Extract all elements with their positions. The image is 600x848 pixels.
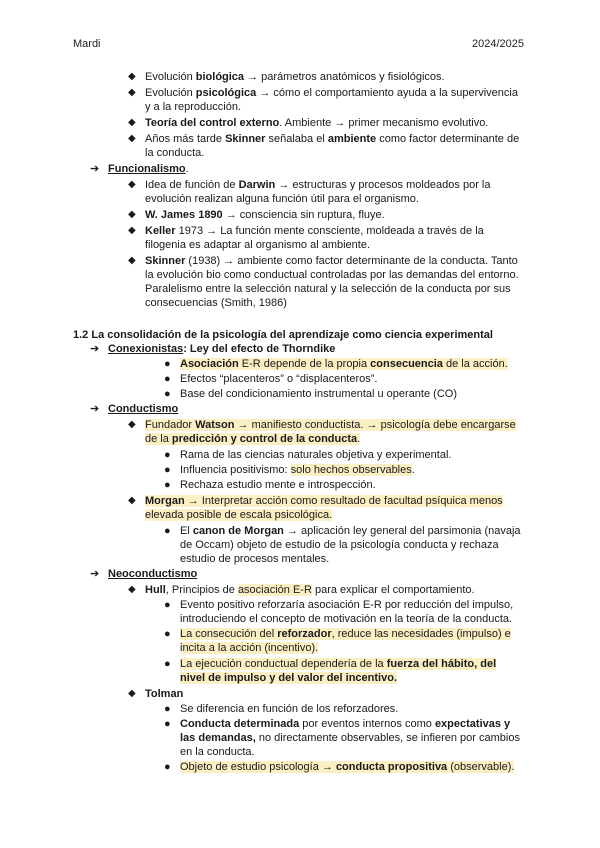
list-item xyxy=(0,254,600,310)
dot-bullet-icon: ● xyxy=(164,479,171,491)
diamond-bullet-icon: ◆ xyxy=(128,419,136,430)
text: → parámetros anatómicos y fisiológicos. xyxy=(244,71,445,83)
text: incita a la acción (incentivo). xyxy=(180,642,319,654)
text: E-R depende de la propia xyxy=(238,358,371,370)
text: introduciendo el concepto de motivación en la teoría de la conducta. xyxy=(180,613,513,625)
text: Conexionistas xyxy=(108,343,184,355)
text: Watson xyxy=(195,419,235,431)
text: conducta propositiva xyxy=(335,761,448,773)
diamond-bullet-icon: ◆ xyxy=(128,209,136,220)
text: Skinner xyxy=(145,255,186,267)
list-item xyxy=(0,463,600,477)
diamond-bullet-icon: ◆ xyxy=(128,133,136,144)
text: , reduce las necesidades (impulso) e xyxy=(331,628,511,640)
text: consecuencia xyxy=(370,358,443,370)
text: Evento positivo reforzaría asociación E-R por reducción del impulso, xyxy=(180,599,514,611)
diamond-bullet-icon: ◆ xyxy=(128,225,136,236)
text: Evolución xyxy=(145,87,196,99)
list-item xyxy=(0,478,600,492)
arrow-icon: ➔ xyxy=(90,568,100,580)
list-item xyxy=(0,687,600,701)
text: Keller xyxy=(145,225,176,237)
list-item xyxy=(0,760,600,774)
text: Teoría del control externo xyxy=(145,117,280,129)
list-item xyxy=(0,357,600,371)
text: Años más tarde xyxy=(145,133,226,145)
text: psicológica xyxy=(195,87,257,99)
document-body xyxy=(0,70,600,774)
diamond-bullet-icon: ◆ xyxy=(128,495,136,506)
text: no directamente observables, se infieren por cambios xyxy=(255,732,520,744)
text: Morgan xyxy=(145,495,185,507)
text: La consecución del xyxy=(180,628,278,640)
text: La ejecución conductual dependería de la xyxy=(180,658,387,670)
text: asociación E-R xyxy=(237,584,312,596)
text: y a la reproducción. xyxy=(145,101,241,113)
dot-bullet-icon: ● xyxy=(164,464,171,476)
diamond-bullet-icon: ◆ xyxy=(128,255,136,266)
text: . xyxy=(185,163,189,175)
text: 1973 → La función mente consciente, moldeada a través de la xyxy=(175,225,484,237)
text: ambiente xyxy=(327,133,377,145)
text: las demandas, xyxy=(180,732,256,744)
list-item xyxy=(0,208,600,222)
text: Idea de función de xyxy=(145,179,239,191)
text: Se diferencia en función de los reforzadores. xyxy=(180,703,399,715)
text: → cómo el comportamiento ayuda a la supervivencia xyxy=(256,87,518,99)
list-item xyxy=(0,116,600,130)
text: Paralelismo entre la selección natural y la selección de la conducta por sus xyxy=(145,283,511,295)
text: Influencia positivismo: xyxy=(180,464,291,476)
diamond-bullet-icon: ◆ xyxy=(128,71,136,82)
list-item xyxy=(0,524,600,566)
list-item xyxy=(0,418,600,446)
diamond-bullet-icon: ◆ xyxy=(128,688,136,699)
dot-bullet-icon: ● xyxy=(164,761,171,773)
arrow-icon: ➔ xyxy=(90,163,100,175)
text: en la conducta. xyxy=(180,746,255,758)
text: Tolman xyxy=(145,688,184,700)
text: Evolución xyxy=(145,71,196,83)
text: consecuencias (Smith, 1986) xyxy=(145,297,287,309)
list-item xyxy=(0,132,600,160)
text: → estructuras y procesos moldeados por la xyxy=(275,179,491,191)
text: predicción y control de la conducta xyxy=(171,433,358,445)
text: Darwin xyxy=(238,179,276,191)
list-item xyxy=(0,494,600,522)
dot-bullet-icon: ● xyxy=(164,718,171,730)
text: de la acción. xyxy=(442,358,508,370)
list-item xyxy=(0,702,600,716)
text: Neoconductismo xyxy=(108,568,198,580)
dot-bullet-icon: ● xyxy=(164,525,171,537)
text: Efectos “placenteros” o “displacenteros”. xyxy=(180,373,378,385)
text: Conductismo xyxy=(108,403,179,415)
heading-conexionistas xyxy=(0,342,600,356)
diamond-bullet-icon: ◆ xyxy=(128,117,136,128)
arrow-icon: ➔ xyxy=(90,403,100,415)
text: , Principios de xyxy=(165,584,238,596)
text: Skinner xyxy=(225,133,266,145)
text: para explicar el comportamiento. xyxy=(311,584,475,596)
text: como factor determinante de xyxy=(376,133,520,145)
list-item xyxy=(0,717,600,759)
list-item xyxy=(0,178,600,206)
dot-bullet-icon: ● xyxy=(164,658,171,670)
list-item xyxy=(0,448,600,462)
heading-conductismo xyxy=(0,402,600,416)
text: fuerza del hábito, del xyxy=(386,658,497,670)
text: elevada posible de escala psicológica. xyxy=(145,509,333,521)
list-item xyxy=(0,627,600,655)
heading-funcionalismo xyxy=(0,162,600,176)
text: Objeto de estudio psicología → xyxy=(180,761,336,773)
list-item xyxy=(0,224,600,252)
arrow-icon: ➔ xyxy=(90,343,100,355)
text: El xyxy=(180,525,193,537)
text: : Ley del efecto de Thorndike xyxy=(183,343,336,355)
text: por eventos internos como xyxy=(299,718,435,730)
dot-bullet-icon: ● xyxy=(164,358,171,370)
text: . Ambiente → primer mecanismo evolutivo. xyxy=(279,117,489,129)
list-item xyxy=(0,372,600,386)
diamond-bullet-icon: ◆ xyxy=(128,179,136,190)
list-item xyxy=(0,583,600,597)
dot-bullet-icon: ● xyxy=(164,388,171,400)
list-item xyxy=(0,598,600,626)
text: la evolución bio como conductual controladas por las demandas del entorno. xyxy=(145,269,519,281)
text: Conducta determinada xyxy=(180,718,300,730)
dot-bullet-icon: ● xyxy=(164,373,171,385)
dot-bullet-icon: ● xyxy=(164,449,171,461)
text: Hull xyxy=(145,584,166,596)
text: (observable). xyxy=(447,761,515,773)
text: . xyxy=(411,464,415,476)
text: biológica xyxy=(195,71,245,83)
text: la conducta. xyxy=(145,147,205,159)
text: filogenia es adaptar al organismo al ambiente. xyxy=(145,239,371,251)
heading-neoconductismo xyxy=(0,567,600,581)
text: → Interpretar acción como resultado de facultad psíquica menos xyxy=(184,495,503,507)
text: canon de Morgan xyxy=(192,525,284,537)
text: Rama de las ciencias naturales objetiva y experimental. xyxy=(180,449,452,461)
text: de Occam) objeto de estudio de la psicología conducta y rechaza xyxy=(180,539,499,551)
diamond-bullet-icon: ◆ xyxy=(128,584,136,595)
text: señalaba el xyxy=(265,133,328,145)
text: reforzador xyxy=(277,628,332,640)
dot-bullet-icon: ● xyxy=(164,628,171,640)
text: → consciencia sin ruptura, fluye. xyxy=(222,209,385,221)
text: Funcionalismo xyxy=(108,163,186,175)
text: → aplicación ley general del parsimonia (navaja xyxy=(283,525,521,537)
text: nivel de impulso y del valor del incentivo. xyxy=(180,672,398,684)
text: solo hechos observables xyxy=(290,464,412,476)
text: . xyxy=(357,433,361,445)
dot-bullet-icon: ● xyxy=(164,703,171,715)
text: evolución realizan alguna función útil para el organismo. xyxy=(145,193,419,205)
header-left: Mardi xyxy=(73,38,101,50)
text: → manifiesto conductista. → psicología debe encargarse xyxy=(234,419,516,431)
text: Fundador xyxy=(145,419,196,431)
text: W. James 1890 xyxy=(145,209,223,221)
text: Rechaza estudio mente e introspección. xyxy=(180,479,376,491)
section-title: 1.2 La consolidación de la psicología del aprendizaje como ciencia experimental xyxy=(73,329,493,341)
header-right: 2024/2025 xyxy=(472,38,524,50)
text: (1938) → ambiente como factor determinante de la conducta. Tanto xyxy=(185,255,518,267)
dot-bullet-icon: ● xyxy=(164,599,171,611)
list-item xyxy=(0,86,600,114)
list-item xyxy=(0,657,600,685)
list-item xyxy=(0,387,600,401)
text: estudio de procesos mentales. xyxy=(180,553,330,565)
text: Base del condicionamiento instrumental u operante (CO) xyxy=(180,388,457,400)
list-item xyxy=(0,70,600,84)
text: de la xyxy=(145,433,172,445)
diamond-bullet-icon: ◆ xyxy=(128,87,136,98)
text: Asociación xyxy=(180,358,239,370)
text: expectativas y xyxy=(434,718,511,730)
